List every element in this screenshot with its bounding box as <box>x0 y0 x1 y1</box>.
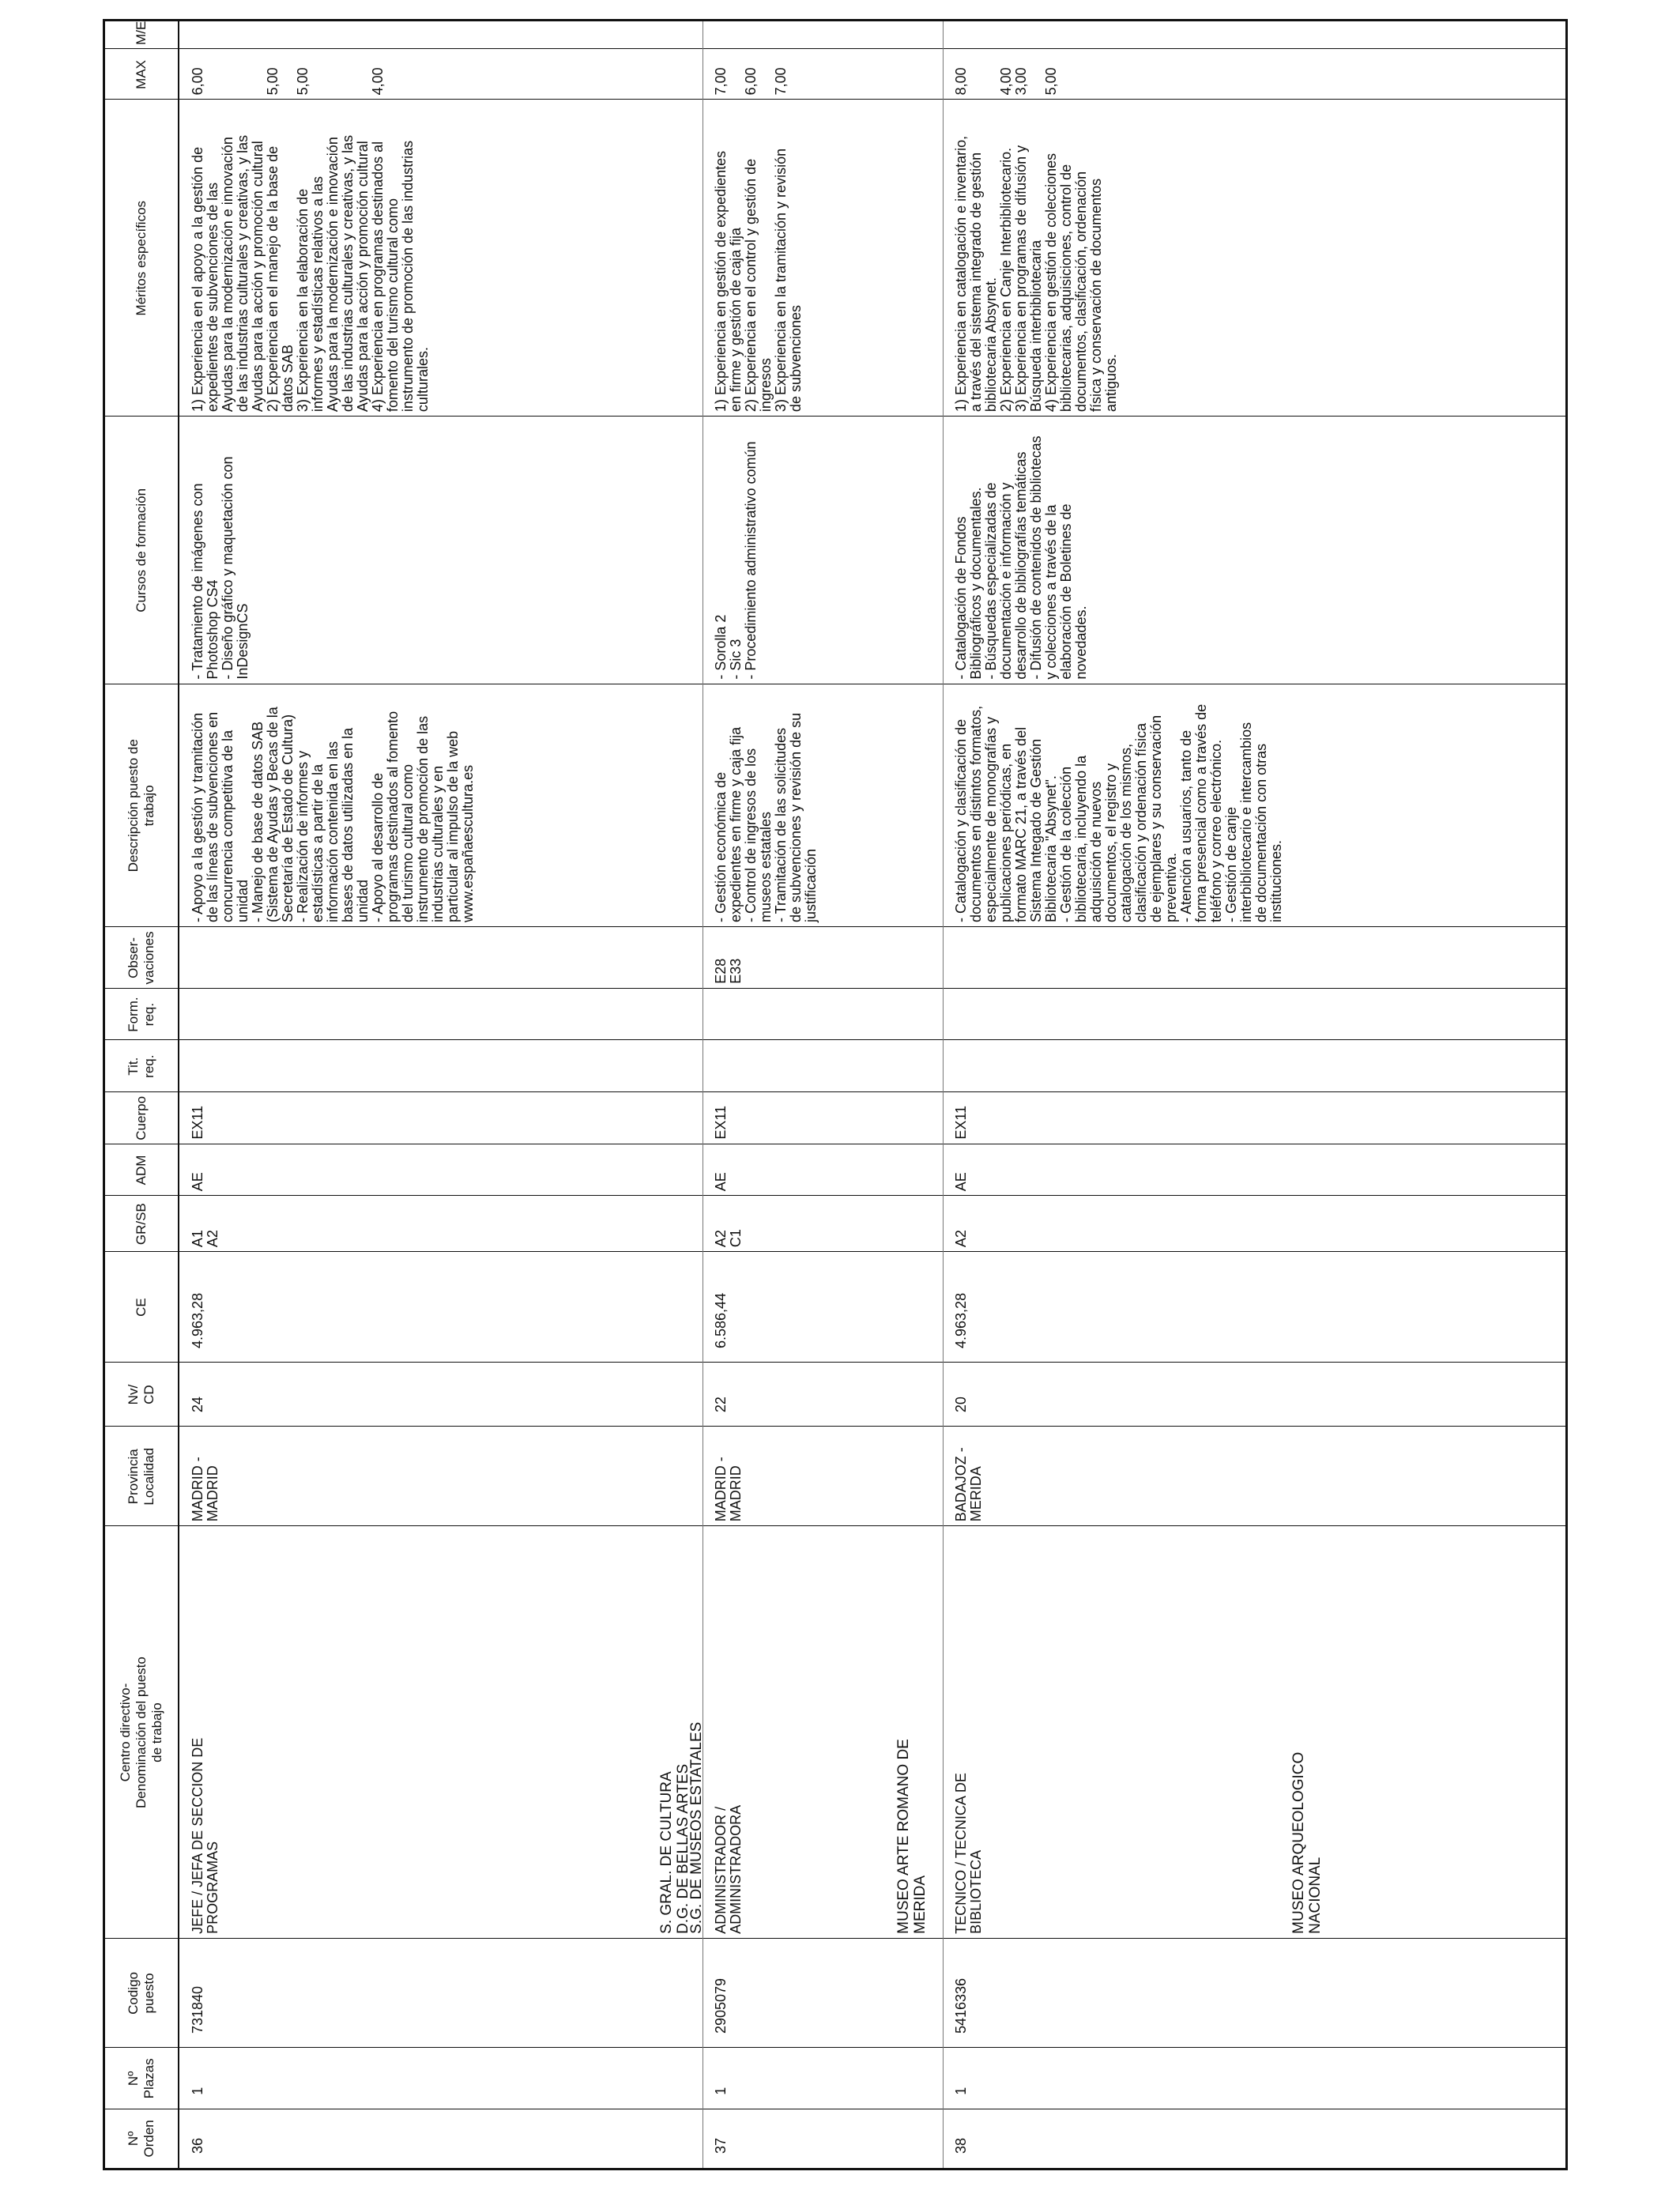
header-adm: ADM <box>134 1155 149 1186</box>
row-37-provincia: MADRID - MADRID <box>713 1457 744 1522</box>
column-divider <box>105 1362 1565 1363</box>
row-36-provincia: MADRID - MADRID <box>190 1457 220 1522</box>
column-divider <box>105 1091 1565 1092</box>
header-centro: Centro directivo- Denominación del puesto de trabajo <box>118 1657 164 1808</box>
row-37-max-value: 7,00 <box>713 67 729 96</box>
row-37-adm: AE <box>713 1172 729 1192</box>
row-38-cuerpo: EX11 <box>953 1105 969 1140</box>
column-divider <box>105 1195 1565 1196</box>
row-37-ce: 6.586,44 <box>713 1292 729 1348</box>
row-36-max-value: 4,00 <box>370 67 386 96</box>
row-36-orden: 36 <box>190 2137 205 2154</box>
row-38-max-value: 4,00 <box>998 67 1014 96</box>
header-nivel: Nv/ CD <box>126 1384 156 1405</box>
row-38-grsb: A2 <box>953 1230 969 1248</box>
header-obs: Obser- vaciones <box>126 931 156 985</box>
row-38-adm: AE <box>953 1172 969 1192</box>
row-38-orden: 38 <box>953 2137 969 2154</box>
rotated-table-page <box>103 19 1568 2170</box>
row-38-cursos: - Catalogación de Fondos Bibliográficos y documentales. - Búsquedas especializadas de documentación e información y desarrollo de bibliografías temáticas - Difusión de contenidos de bibliotecas y colecciones a través de la elaboración de Boletines de novedades. <box>953 435 1089 680</box>
row-36-nivel: 24 <box>190 1397 205 1413</box>
column-divider <box>105 2047 1565 2048</box>
row-37-denominacion: ADMINISTRADOR / ADMINISTRADORA <box>713 1804 744 1934</box>
row-38-nivel: 20 <box>953 1397 969 1413</box>
row-36-max-value: 6,00 <box>190 67 205 96</box>
row-38-denominacion: TECNICO / TECNICA DE BIBLIOTECA <box>953 1773 984 1934</box>
org-unit-label: S.G. DE MUSEOS ESTATALES <box>688 1721 705 1934</box>
org-unit-label: MUSEO ARTE ROMANO DE MERIDA <box>895 1739 929 1934</box>
row-38-plazas: 1 <box>953 2087 969 2095</box>
row-37-cuerpo: EX11 <box>713 1105 729 1140</box>
header-cuerpo: Cuerpo <box>134 1095 149 1140</box>
row-36-max-value: 5,00 <box>265 67 281 96</box>
row-37-grsb: A2 C1 <box>713 1229 744 1248</box>
row-38-max-value: 5,00 <box>1043 67 1059 96</box>
header-tit: Tit. req. <box>126 1054 156 1078</box>
row-37-meritos: 1) Experiencia en gestión de expedientes en firme y gestión de caja fija 2) Experiencia en el control y gestión de ingresos 3) Experiencia en la tramitación y revisión de subvenciones <box>713 148 804 413</box>
row-36-plazas: 1 <box>190 2087 205 2095</box>
row-37-codigo: 2905079 <box>713 1977 729 2034</box>
header-orden: Nº Orden <box>126 2120 156 2158</box>
row-divider <box>943 21 944 2168</box>
row-36-descripcion: - Apoyo a la gestión y tramitación de las líneas de subvenciones en concurrencia competitiva de la unidad - Manejo de base de datos SAB (Sistema de Ayudas y Becas de la Secretaría de Estado de Cultura) - Realización de informes y estadísticas a partir de la información contenida en las bases de datos utilizadas en la unidad - Apoyo al desarrollo de programas destinados al fomento del turismo cultural como instrumento de promoción de las industrias culturales y en particular al impulso de la web www.españaescultura.es <box>190 707 476 923</box>
row-37-max-value: 7,00 <box>773 67 789 96</box>
header-plazas: Nº Plazas <box>126 2058 156 2099</box>
header-meritos: Méritos específicos <box>134 200 149 316</box>
column-divider <box>105 1525 1565 1526</box>
org-unit-label: MUSEO ARQUEOLOGICO NACIONAL <box>1290 1751 1324 1934</box>
row-38-provincia: BADAJOZ - MERIDA <box>953 1447 984 1522</box>
column-divider <box>105 1938 1565 1939</box>
row-38-codigo: 5416336 <box>953 1977 969 2034</box>
row-37-max-value: 6,00 <box>743 67 759 96</box>
row-37-orden: 37 <box>713 2137 729 2154</box>
header-form: Form. req. <box>126 997 156 1032</box>
row-36-meritos: 1) Experiencia en el apoyo a la gestión de expedientes de subvenciones de las Ayudas para la modernización e innovación de las industrias culturales y creativas, y las Ayudas para la acción y promoción cultural 2) Experiencia en el manejo de la base de datos SAB 3) Experiencia en la elaboración de informes y estadísticas relativos a las Ayudas para la modernización e innovación de las industrias culturales y creativas, y las Ayudas para la acción y promoción cultural 4) Experiencia en programas destinados al fomento del turismo cultural como instrumento de promoción de las industrias culturales. <box>190 134 431 413</box>
row-37-descripcion: - Gestión económica de expedientes en firme y caja fija - Control de ingresos de los museos estatales - Tramitación de las solicitudes de subvenciones y revisión de su justificación <box>713 712 819 923</box>
row-36-codigo: 731840 <box>190 1985 205 2034</box>
column-divider <box>105 1039 1565 1040</box>
header-codigo: Codigo puesto <box>126 1972 156 2015</box>
row-38-max-value: 3,00 <box>1013 67 1029 96</box>
header-me: M/E <box>134 21 149 45</box>
row-37-nivel: 22 <box>713 1397 729 1413</box>
header-cursos: Cursos de formación <box>134 488 149 613</box>
row-37-obs: E28 E33 <box>713 958 744 984</box>
table-header <box>105 21 179 2168</box>
row-36-grsb: A1 A2 <box>190 1230 220 1248</box>
column-divider <box>105 1426 1565 1427</box>
column-divider <box>105 988 1565 989</box>
header-descripcion: Descripción puesto de trabajo <box>126 739 156 873</box>
header-grsb: GR/SB <box>134 1203 149 1246</box>
row-36-max-value: 5,00 <box>295 67 311 96</box>
row-37-plazas: 1 <box>713 2087 729 2095</box>
row-38-descripcion: - Catalogación y clasificación de documentos en distintos formatos, especialmente de monografías y publicaciones periódicas, en formato MARC 21, a través del Sistema Integado de Gestión Bibliotecaria "Absynet". - Gestión de la colección bibliotecaria, incluyendo la adquisición de nuevos documentos, el registro y catalogación de los mismos, clasificación y ordenación física de ejemplares y su conservación preventiva. - Atención a usuarios, tanto de forma presencial como a través de teléfono y correo electrónico. - Gestión de canje interbibliotecario e intercambios de documentación con otras instituciones. <box>953 703 1284 923</box>
header-ce: CE <box>134 1298 149 1317</box>
positions-table <box>103 19 1568 2170</box>
row-36-denominacion: JEFE / JEFA DE SECCION DE PROGRAMAS <box>190 1737 220 1934</box>
header-max: MAX <box>134 60 149 89</box>
row-37-cursos: - Sorolla 2 - Sic 3 - Procedimiento administrativo común <box>713 441 759 680</box>
column-divider <box>105 48 1565 49</box>
column-divider <box>105 1251 1565 1252</box>
row-38-ce: 4.963,28 <box>953 1292 969 1348</box>
row-38-max-value: 8,00 <box>953 67 969 96</box>
row-36-cursos: - Tratamiento de imágenes con Photoshop CS4 - Diseño gráfico y maquetación con InDesignCS <box>190 456 250 680</box>
row-36-adm: AE <box>190 1172 205 1192</box>
row-38-meritos: 1) Experiencia en catalogación e inventario, a través del sistema integrado de gestión bibliotecaria Absynet. 2) Experiencia en Canje Interbibliotecario. 3) Experiencia en programas de difusión y Búsqueda interbibliotecaria 4) Experiencia en gestión de colecciones bibliotecarias, adquisiciones, control de documentos, clasificación, ordenación física y conservación de documentos antiguos. <box>953 135 1119 413</box>
row-36-ce: 4.963,28 <box>190 1292 205 1348</box>
header-provincia: Provincia Localidad <box>126 1447 156 1506</box>
org-unit-label: S. GRAL. DE CULTURA D.G. DE BELLAS ARTES <box>658 1763 691 1934</box>
row-36-cuerpo: EX11 <box>190 1105 205 1140</box>
